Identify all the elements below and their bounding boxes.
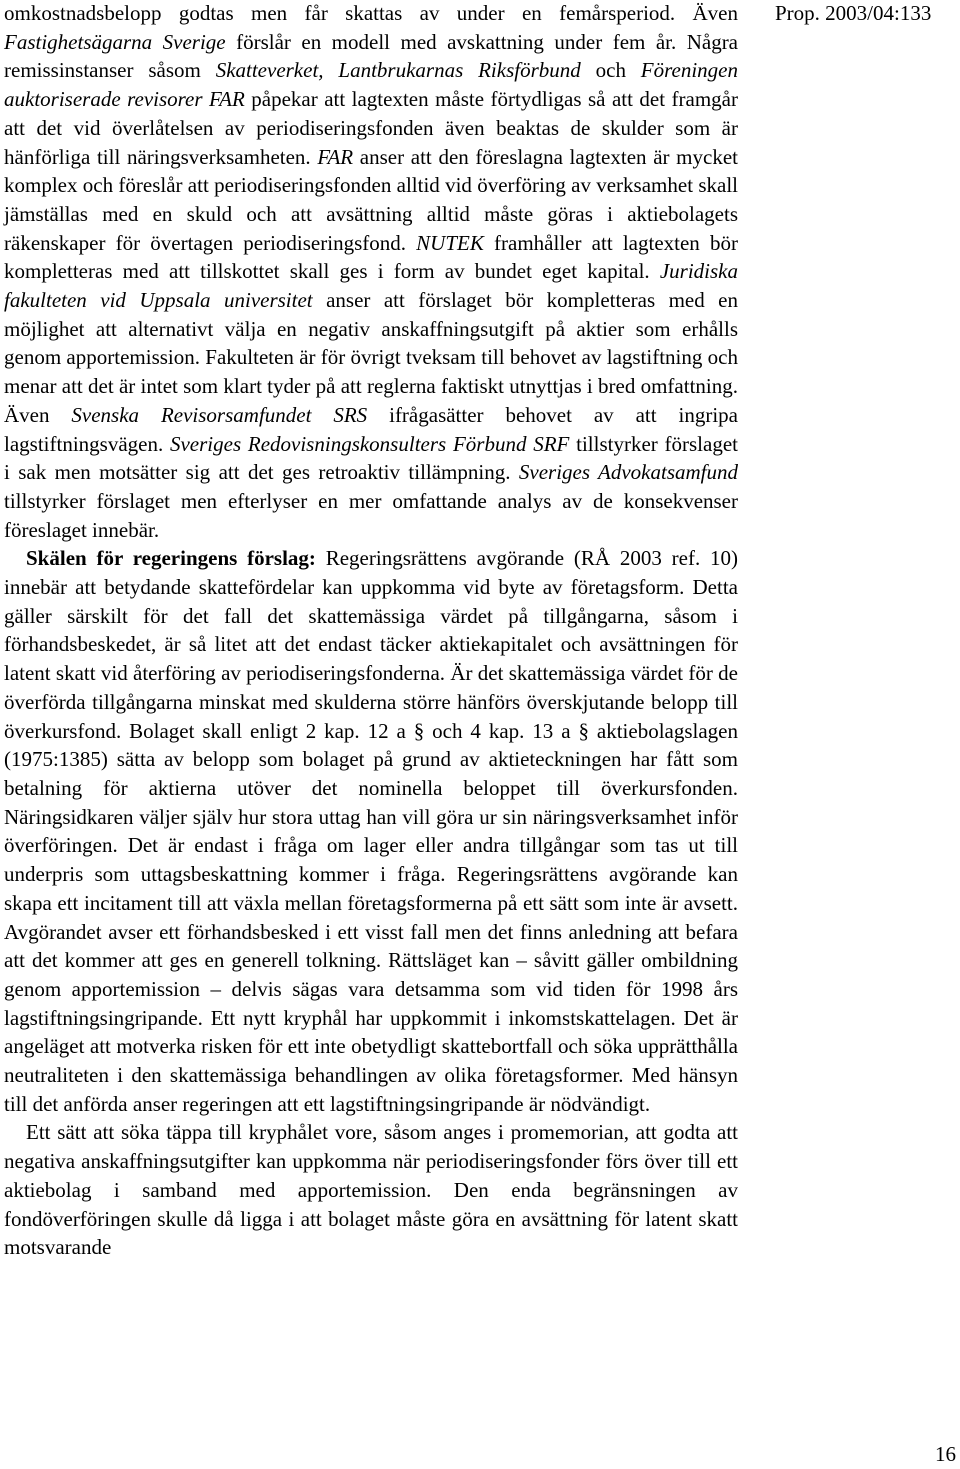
proposition-reference: Prop. 2003/04:133 [775, 1, 932, 25]
text-run: omkostnadsbelopp godtas men får skattas av under en femårsperiod. Även [4, 1, 738, 25]
bold-run: Skälen för regeringens förslag: [26, 546, 316, 571]
italic-run: Föreningen auktoriserade revisorer FAR [4, 58, 738, 112]
text-run: Ett sätt att söka täppa till kryphålet vore, såsom anges i promemorian, att godta att negativa anskaffningsutgifter kan uppkomma när periodiseringsfonder förs över till ett aktiebolag i samband med apportemission. Den enda begränsningen av fondöverföringen skulle då ligga i att bolaget måste göra en avsättning för latent skatt motsvarande [4, 1120, 738, 1260]
italic-run: Fastighetsägarna Sverige [4, 29, 226, 54]
italic-run: Sveriges Advokatsamfund [518, 460, 739, 485]
italic-run: Skatteverket, Lantbrukarnas Riksförbund [215, 58, 581, 83]
text-run: Regeringsrättens avgörande (RÅ 2003 ref. 10) innebär att betydande skattefördelar kan uppkomma vid byte av företagsform. Detta gäller särskilt för det fall det skattemässiga värdet på tillgångarna, såsom i förhandsbeskedet, är så litet att det endast täcker aktiekapitalet och avsättningen för latent skatt vid återföring av periodiseringsfonderna. Är det skattemässiga värdet för de överförda tillgångarna minskat med skulderna större hänförs överskjutande belopp till överkursfond. Bolaget skall enligt 2 kap. 12 a § och 4 kap. 13 a § aktiebolagslagen (1975:1385) sätta av belopp som bolaget på grund av aktieteckningen har fått som betalning för aktierna utöver det nominella beloppet till överkursfonden. Näringsidkaren väljer själv hur stora uttag han vill göra ur sin näringsverksamhet inför överföringen. Det är endast i fråga om lager eller andra tillgångar som tas ut till underpris som uttagsbeskattning kommer i fråga. Regeringsrättens avgörande kan skapa ett incitament till att växla mellan företagsformerna på ett sätt som inte är avsett. Avgörandet avser ett förhandsbesked i ett visst fall men det finns anledning att befara att det kommer att ges en generell tolkning. Rättsläget kan – såvitt gäller ombildning genom apportemission – delvis sägas vara detsamma som vid tiden för 1998 års lagstiftningsingripande. Ett nytt kryphål har uppkommit i inkomstskattelagen. Det är angeläget att motverka risken för ett inte obetydligt skattebortfall och söka upprätthålla neutraliteten i den skattemässiga behandlingen av olika företagsformer. Med hänsyn till det anförda anser regeringen att ett lagstiftningsingripande är nödvändigt. [4, 546, 738, 1116]
text-run: förslår en modell med avskattning under fem år. Några remissinstanser såsom [4, 29, 739, 83]
text-run: tillstyrker förslaget men efterlyser en mer omfattande analys av de konsekvenser föreslaget innebär. [4, 488, 738, 542]
text-run: anser att förslaget bör kompletteras med en möjlighet att alternativt välja en negativ anskaffningsutgift på aktier som erhålls genom apportemission. Fakulteten är för övrigt tveksam till behovet av lagstiftning och menar att det är intet som klart tyder på att reglerna faktiskt utnyttjas i bred omfattning. Även [4, 288, 739, 427]
italic-run: Svenska Revisorsamfundet SRS [71, 402, 368, 427]
paragraph-remiss-views [4, 0, 738, 544]
italic-run: NUTEK [416, 230, 484, 255]
body-text-column [4, 0, 738, 1262]
text-run: ifrågasätter behovet av att ingripa lagstiftningsvägen. [4, 402, 738, 456]
paragraph-government-reasons [4, 544, 738, 1118]
text-run: framhåller att lagtexten bör kompletteras med att tillskottet skall ges i form av bundet eget kapital. [4, 230, 738, 284]
text-run: anser att den föreslagna lagtexten är mycket komplex och föreslår att periodiseringsfonden alltid vid överföring av verksamhet skall jämställas med en skuld och att avsättning alltid måste göras i aktiebolagets räkenskaper för övertagen periodiseringsfond. [4, 144, 738, 255]
text-run: och [580, 58, 641, 83]
text-run: påpekar att lagtexten måste förtydligas så att det framgår att det vid överlåtelsen av periodiseringsfonden även beaktas de skulder som är hänförliga till näringsverksamheten. [4, 87, 738, 169]
page-number: 16 [935, 1442, 956, 1466]
italic-run: Juridiska fakulteten vid Uppsala universitet [4, 259, 738, 313]
italic-run: FAR [317, 144, 354, 169]
text-run: tillstyrker förslaget i sak men motsätter sig att det ges retroaktiv tillämpning. [4, 431, 738, 485]
italic-run: Sveriges Redovisningskonsulters Förbund SRF [169, 431, 570, 456]
paragraph-closing-loophole [4, 1118, 738, 1262]
